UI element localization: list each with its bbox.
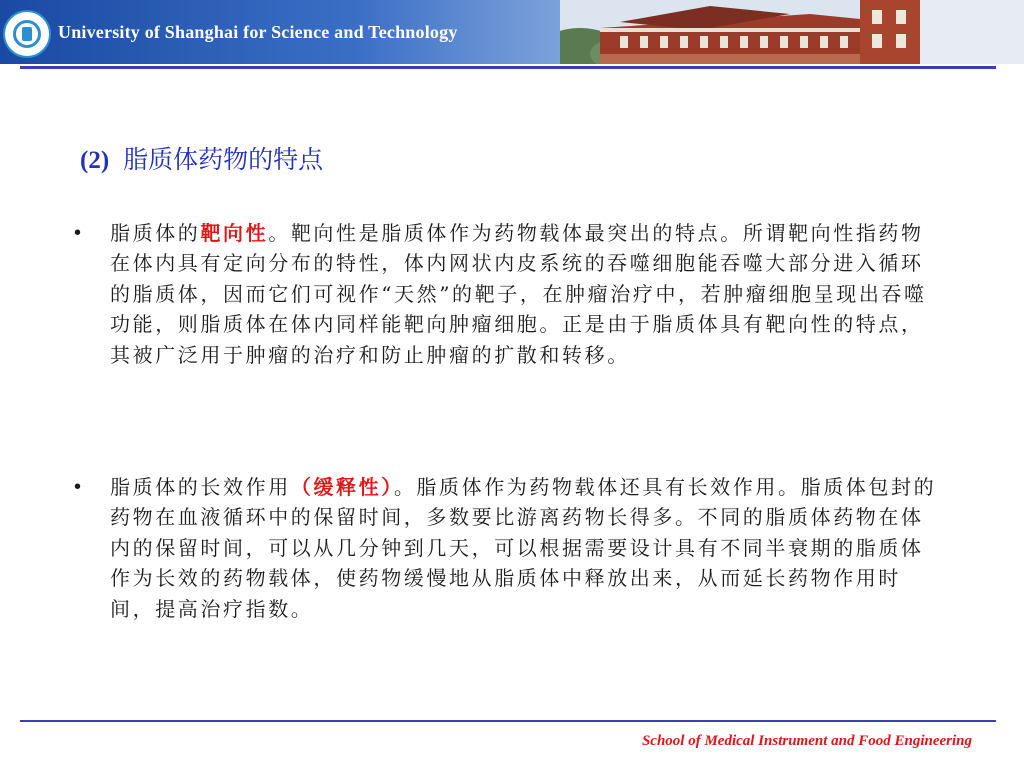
bullet-text-lead: 脂质体的	[110, 221, 201, 245]
bullet-text-lead: 脂质体的长效作用	[110, 475, 291, 499]
bullet-highlight: 靶向性	[200, 221, 269, 245]
footer-divider	[20, 720, 996, 722]
university-logo	[3, 10, 51, 58]
header-banner	[0, 0, 1024, 64]
bullet-text-body: 。脂质体作为药物载体还具有长效作用。脂质体包封的药物在血液循环中的保留时间，多数要比游离药物长得多。不同的脂质体药物在体内的保留时间，可以从几分钟到几天，可以根据需要设计具有不同半衰期的脂质体作为长效的药物载体，使药物缓慢地从脂质体中释放出来，从而延长药物作用时间，提高治疗指数。	[110, 475, 937, 621]
header-divider	[20, 66, 996, 69]
bullet-marker: •	[74, 222, 82, 244]
section-title	[80, 140, 323, 176]
campus-building-image	[560, 0, 1024, 64]
bullet-marker: •	[74, 476, 82, 498]
school-name: School of Medical Instrument and Food Engineering	[641, 733, 972, 749]
university-name: University of Shanghai for Science and Technology	[58, 22, 458, 42]
section-title-text: 脂质体药物的特点	[123, 145, 324, 174]
bullet-highlight: （缓释性）	[290, 475, 394, 499]
bullet-targeting	[74, 218, 940, 370]
bullet-sustained-release	[74, 472, 940, 624]
bullet-text-body: 。靶向性是脂质体作为药物载体最突出的特点。所谓靶向性指药物在体内具有定向分布的特性，体内网状内皮系统的吞噬细胞能吞噬大部分进入循环的脂质体，因而它们可视作“天然”的靶子，在肿瘤治疗中，若肿瘤细胞呈现出吞噬功能，则脂质体在体内同样能靶向肿瘤细胞。正是由于脂质体具有靶向性的特点，其被广泛用于肿瘤的治疗和防止肿瘤的扩散和转移。	[110, 221, 927, 367]
section-number: (2)	[80, 147, 110, 174]
